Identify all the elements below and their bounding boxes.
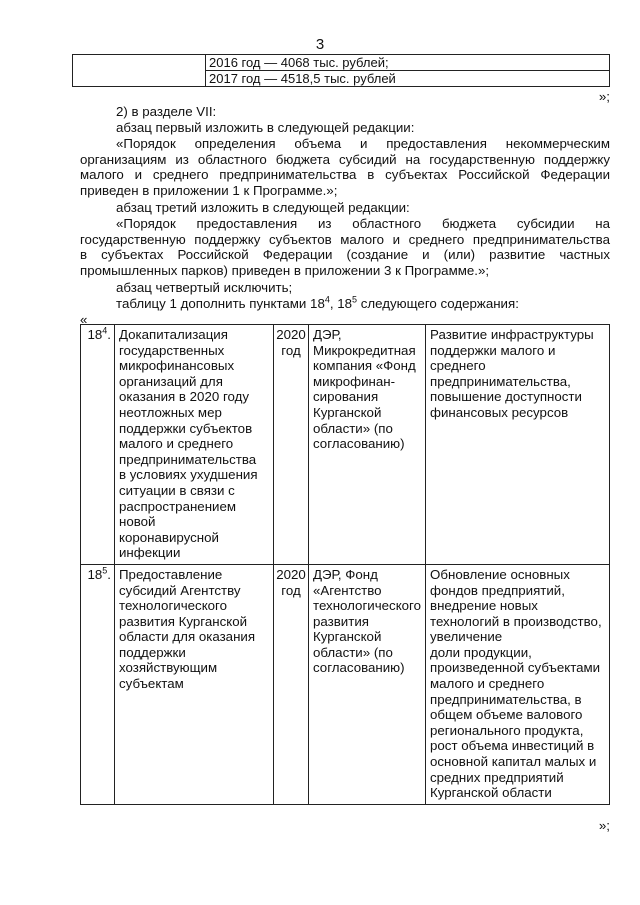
row-number: $18^4$. [81, 325, 115, 565]
superscript: 5 [352, 294, 358, 305]
activity-cell: Докапитализация государственных микрофинансовых организаций для оказания в 2020 году неотложных мер поддержки субъектов малого и среднего предпринимательства в условиях ухудшения ситуации в связи с распространением новой коронавирусной инфекции [115, 325, 274, 565]
row-number: $18^5$. [81, 564, 115, 804]
result-cell: Обновление основных фондов предприятий, внедрение новых технологий в производство, увеличение доли продукции, произведенной субъектами малого и среднего предпринимательства, в общем объеме валового регионального продукта, рост объема инвестиций в основной капитал малых и средних предприятий Курганской области [426, 564, 610, 804]
year-cell: 2020 год [274, 325, 309, 565]
page-number: 3 [315, 36, 325, 53]
continuation-row-2016: 2016 год — 4068 тыс. рублей; [206, 55, 610, 71]
text-line: малого и среднего предпринимательства в субъектах Российской Федерации [80, 167, 610, 182]
table-intro-prefix: таблицу 1 дополнить пунктами 18 [116, 296, 325, 311]
continuation-row-2017: 2017 год — 4518,5 тыс. рублей [206, 71, 610, 87]
activity-cell: Предоставление субсидий Агентству технологического развития Курганской области для оказания поддержки хозяйствующим субъектам [115, 564, 274, 804]
text-line: «Порядок предоставления из областного бюджета субсидии на [116, 216, 610, 231]
table-row [81, 564, 610, 804]
executor-cell: ДЭР, Микрокредитная компания «Фонд микрофинан- сирования Курганской области» (по согласованию) [309, 325, 426, 565]
opening-quote: « [80, 312, 88, 327]
executor-cell: ДЭР, Фонд «Агентство технологического развития Курганской области» (по согласованию) [309, 564, 426, 804]
table-intro-suffix: следующего содержания: [357, 296, 519, 311]
text-line: организациям из областного бюджета субсидий на государственную поддержку [80, 151, 610, 167]
table-row [81, 325, 610, 565]
text-line: приведен в приложении 1 к Программе.»; [80, 182, 338, 198]
closing-quote: »; [598, 89, 610, 104]
superscript: 4 [324, 294, 330, 305]
paragraph-1-text [80, 136, 610, 198]
paragraph-4: абзац четвертый исключить; [116, 280, 293, 295]
closing-quote: »; [598, 818, 610, 833]
paragraph-1-intro: абзац первый изложить в следующей редакции: [116, 120, 415, 135]
text-line: государственную поддержку субъектов малого и среднего предпринимательства [80, 231, 610, 247]
year-cell: 2020 год [274, 564, 309, 804]
paragraph-3-intro: абзац третий изложить в следующей редакции: [116, 200, 410, 215]
result-cell: Развитие инфраструктуры поддержки малого и среднего предпринимательства, повышение доступности финансовых ресурсов [426, 325, 610, 565]
table-intro [116, 296, 519, 312]
paragraph-3-text [80, 216, 610, 278]
text-line: в субъектах Российской Федерации (создание и (или) развитие частных [80, 247, 610, 262]
measures-table [80, 324, 610, 805]
continuation-table [72, 54, 610, 87]
section-heading: 2) в разделе VII: [116, 104, 217, 119]
text-line: промышленных парков) приведен в приложении 3 к Программе.»; [80, 262, 490, 278]
text-line: «Порядок определения объема и предоставления некоммерческим [116, 136, 610, 151]
table-intro-mid: , 18 [329, 296, 353, 311]
continuation-table-empty-cell [73, 55, 206, 87]
